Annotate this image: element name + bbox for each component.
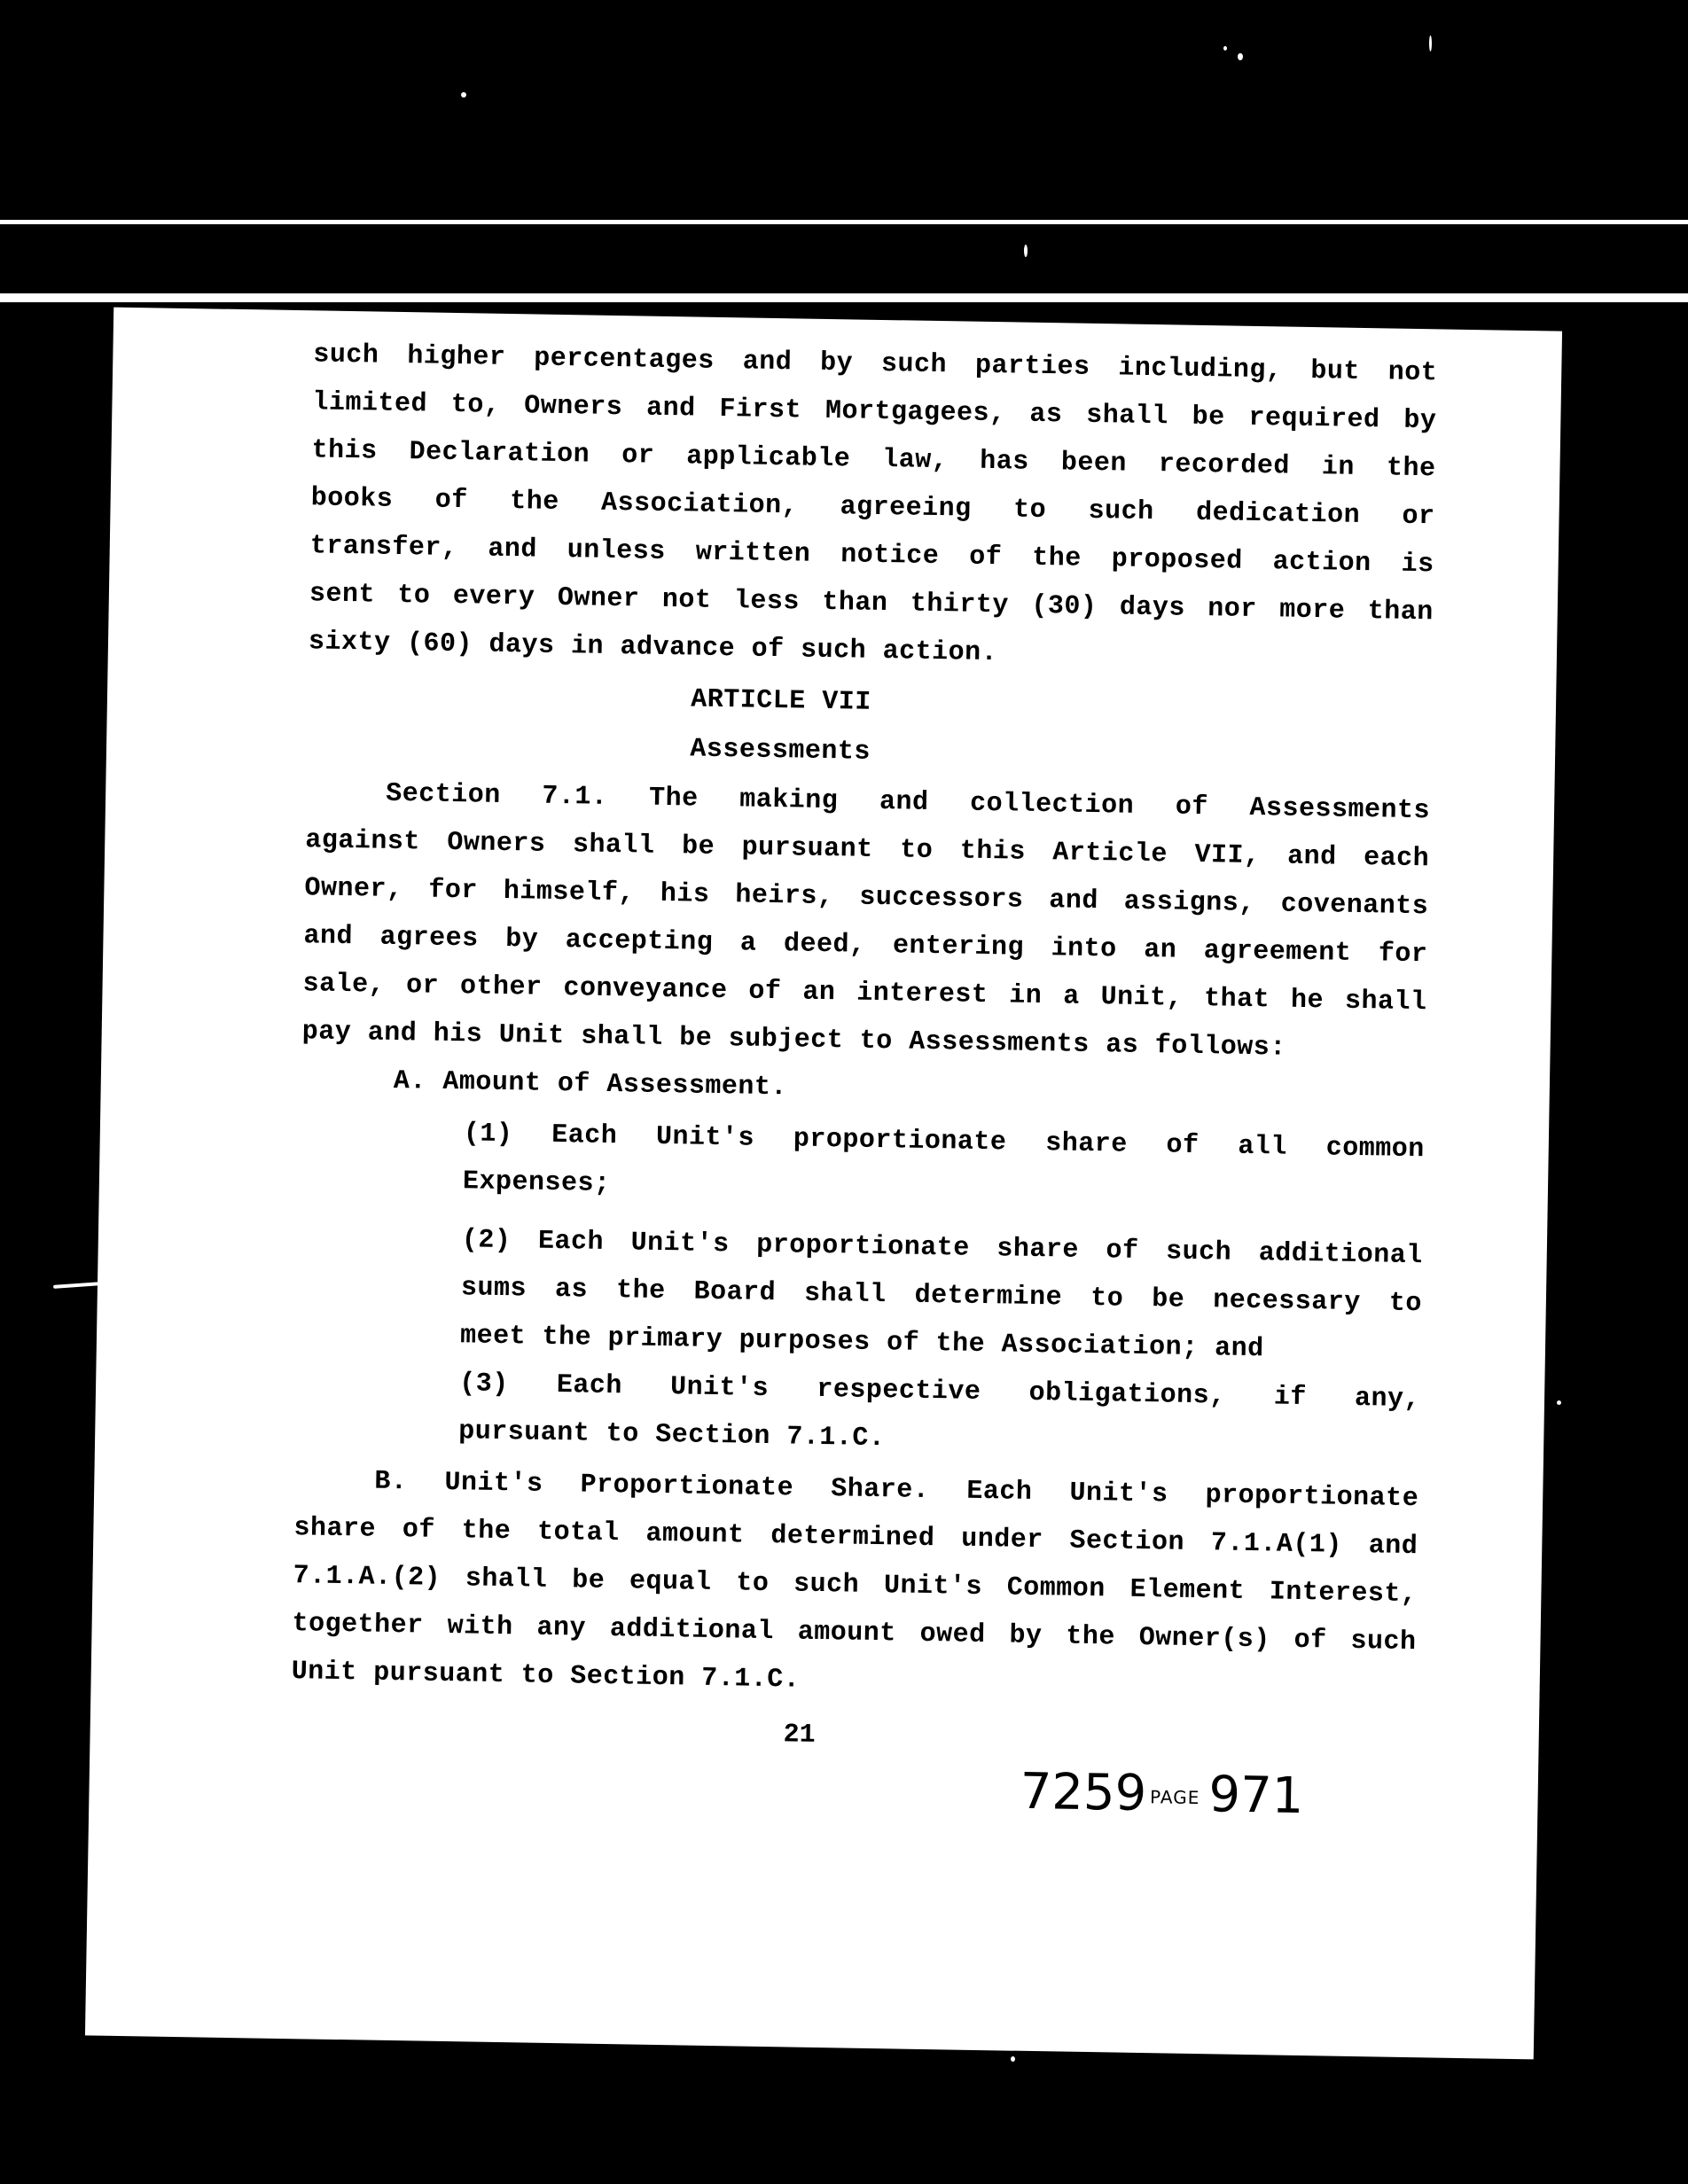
text-line: sixty (60) days in advance of such action. <box>308 627 998 669</box>
text-line: limited to, Owners and First Mortgagees, as shall be required by <box>312 387 1437 437</box>
text-line: (2) Each Unit's proportionate share of such additional <box>461 1225 1424 1272</box>
scan-speck <box>1011 2056 1015 2062</box>
text-line: such higher percentages and by such parties including, but not <box>313 339 1438 389</box>
text-line: meet the primary purposes of the Association; and <box>459 1321 1264 1365</box>
text-line: Unit pursuant to Section 7.1.C. <box>291 1657 801 1696</box>
recording-stamp <box>1020 1764 1304 1828</box>
scan-speck <box>1238 53 1243 60</box>
text-line: transfer, and unless written notice of the proposed action is <box>309 531 1434 581</box>
page-number: 21 <box>783 1720 816 1751</box>
text-line: Expenses; <box>462 1166 611 1200</box>
stamp-page-number: 971 <box>1207 1766 1304 1826</box>
text-line: (1) Each Unit's proportionate share of all common <box>463 1119 1426 1166</box>
continued-paragraph <box>113 308 1562 669</box>
scan-speck <box>1557 1400 1561 1405</box>
stamp-book-number: 7259 <box>1020 1762 1147 1823</box>
text-line: (3) Each Unit's respective obligations, if any, <box>458 1369 1421 1416</box>
text-line: Section 7.1. The making and collection of Assessments <box>385 778 1431 827</box>
document-page <box>85 308 1562 2060</box>
stamp-tag: PAGE <box>1149 1786 1200 1808</box>
text-line: pay and his Unit shall be subject to Assessments as follows: <box>301 1017 1287 1064</box>
article-number: ARTICLE VII <box>690 684 872 718</box>
text-line: sent to every Owner not less than thirty (30) days nor more than <box>309 579 1434 628</box>
scanner-top-rule <box>0 220 1688 224</box>
text-line: sale, or other conveyance of an interest in a Unit, that he shall <box>302 969 1427 1018</box>
text-line: sums as the Board shall determine to be necessary to <box>460 1273 1423 1320</box>
text-line: B. Unit's Proportionate Share. Each Unit's proportionate <box>374 1466 1419 1515</box>
text-line: Owner, for himself, his heirs, successors and assigns, covenants <box>304 873 1429 923</box>
text-line: share of the total amount determined under Section 7.1.A(1) and <box>293 1513 1418 1563</box>
text-line: books of the Association, agreeing to such dedication or <box>310 483 1435 533</box>
item-a-heading: A. Amount of Assessment. <box>393 1065 788 1104</box>
scan-speck <box>1223 46 1227 51</box>
text-line: and agrees by accepting a deed, entering into an agreement for <box>303 921 1428 971</box>
scanner-bottom-rule <box>0 293 1688 302</box>
text-line: pursuant to Section 7.1.C. <box>458 1416 886 1455</box>
text-line: 7.1.A.(2) shall be equal to such Unit's Common Element Interest, <box>293 1561 1418 1611</box>
article-title: Assessments <box>690 734 871 768</box>
text-line: against Owners shall be pursuant to this Article VII, and each <box>305 825 1430 875</box>
scan-speck <box>461 92 466 98</box>
text-line: together with any additional amount owed by the Owner(s) of such <box>292 1609 1417 1658</box>
text-line: this Declaration or applicable law, has been recorded in the <box>311 435 1436 485</box>
scan-speck <box>1429 35 1432 51</box>
scan-speck <box>1024 245 1028 257</box>
